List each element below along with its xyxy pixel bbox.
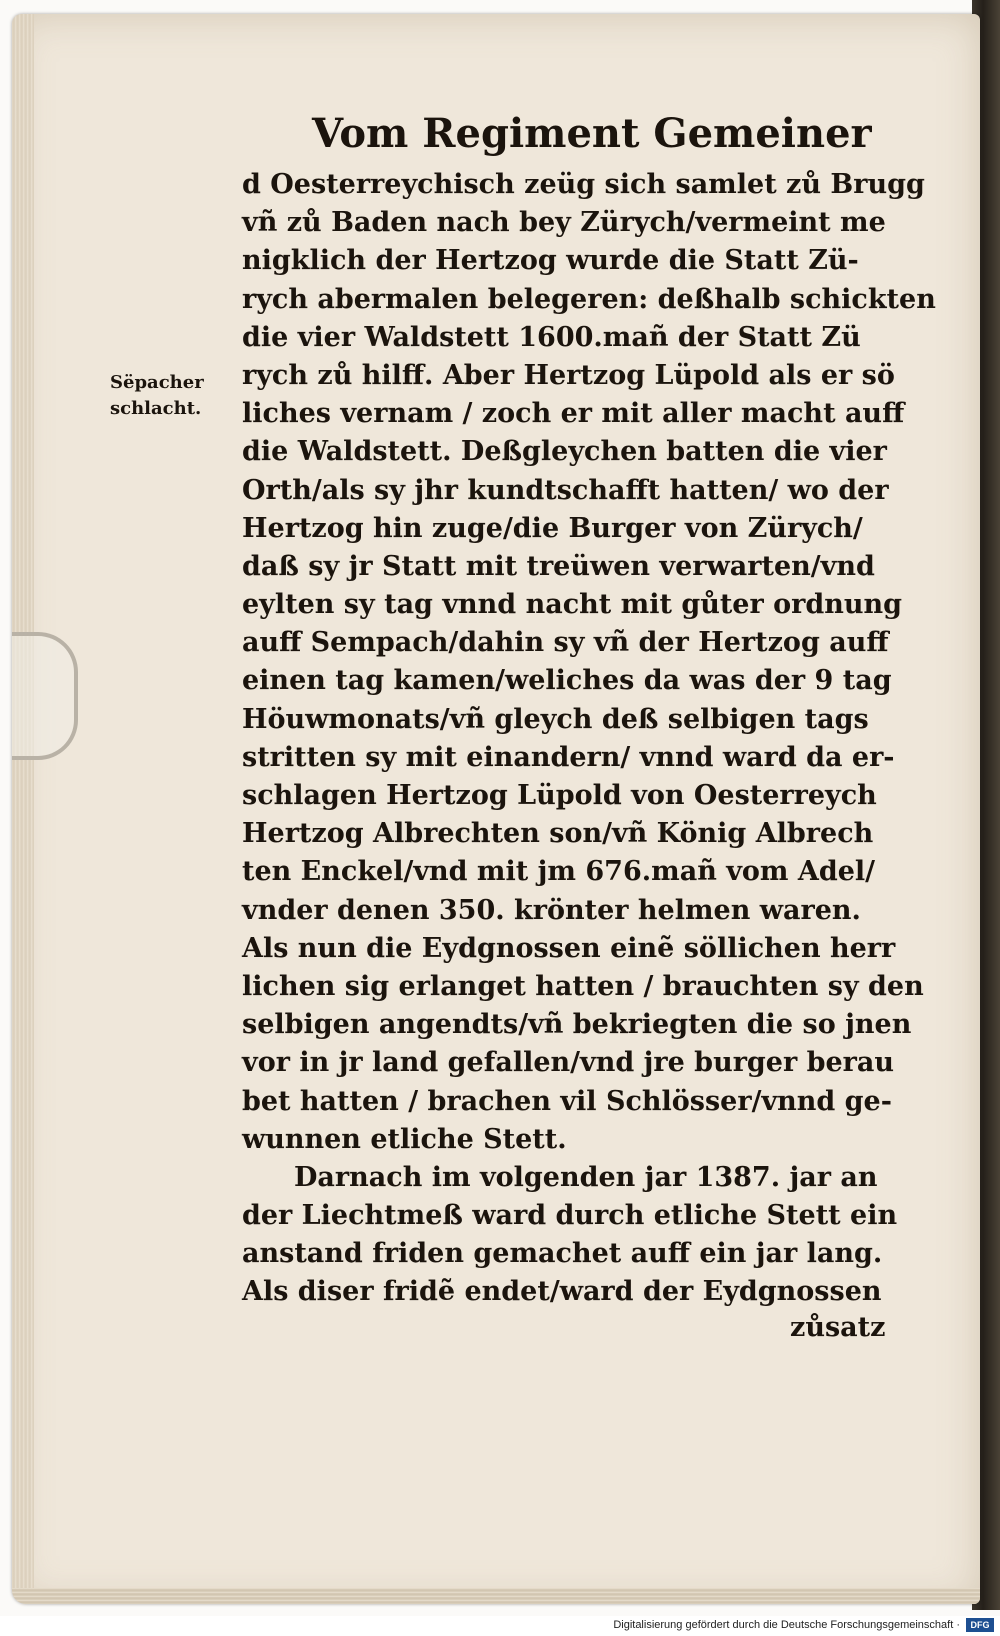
page-clip: [12, 632, 78, 760]
text-line: Darnach im volgenden jar 1387. jar an: [294, 1161, 878, 1193]
dfg-logo: DFG: [966, 1618, 994, 1632]
page-stack-edge-bottom: [12, 1588, 980, 1604]
funding-credit: Digitalisierung gefördert durch die Deutsche Forschungsgemeinschaft ·: [613, 1619, 960, 1631]
text-line: anstand friden gemachet auff ein jar lang.: [242, 1238, 883, 1270]
text-line: die vier Waldstett 1600.mañ der Statt Zü: [242, 321, 861, 353]
text-line: ten Enckel/vnd mit jm 676.mañ vom Adel/: [242, 856, 876, 888]
body-text: [242, 166, 936, 1312]
footer-bar: [0, 1616, 1000, 1636]
text-line: liches vernam / zoch er mit aller macht auff: [242, 398, 905, 430]
text-line: Hertzog hin zuge/die Burger von Zürych/: [242, 512, 863, 544]
margin-note-line: schlacht.: [110, 398, 202, 419]
text-line: nigklich der Hertzog wurde die Statt Zü-: [242, 245, 859, 277]
margin-note: [110, 370, 230, 422]
text-line: bet hatten / brachen vil Schlösser/vnnd ge-: [242, 1085, 892, 1117]
text-line: vnder denen 350. krönter helmen waren.: [242, 894, 861, 926]
text-line: selbigen angendts/vñ bekriegten die so jnen: [242, 1009, 912, 1041]
text-line: die Waldstett. Deßgleychen batten die vier: [242, 436, 887, 468]
text-line: daß sy jr Statt mit treüwen verwarten/vnd: [242, 550, 875, 582]
text-line: eylten sy tag vnnd nacht mit gůter ordnung: [242, 589, 902, 621]
book-page: [12, 14, 980, 1604]
text-line: vor in jr land gefallen/vnd jre burger berau: [242, 1047, 895, 1079]
catchword: zůsatz: [790, 1312, 886, 1343]
text-line: vñ zů Baden nach bey Zürych/vermeint me: [242, 207, 886, 239]
text-line: Als diser fridẽ endet/ward der Eydgnossen: [242, 1276, 882, 1308]
page-stack-edge: [12, 14, 34, 1604]
text-line: Orth/als sy jhr kundtschafft hatten/ wo der: [242, 474, 889, 506]
text-line: wunnen etliche Stett.: [242, 1123, 567, 1155]
text-line: auff Sempach/dahin sy vñ der Hertzog auff: [242, 627, 889, 659]
margin-note-line: Sëpacher: [110, 372, 204, 393]
text-line: Als nun die Eydgnossen einẽ söllichen herr: [242, 932, 896, 964]
text-line: rych zů hilff. Aber Hertzog Lüpold als er sö: [242, 359, 895, 391]
running-heading: Vom Regiment Gemeiner: [312, 110, 872, 157]
text-line: lichen sig erlanget hatten / brauchten sy den: [242, 970, 924, 1002]
text-line: d Oesterreychisch zeüg sich samlet zů Brugg: [242, 169, 925, 200]
text-line: der Liechtmeß ward durch etliche Stett ein: [242, 1200, 898, 1232]
text-line: rych abermalen belegeren: deßhalb schickten: [242, 283, 936, 315]
text-line: Höuwmonats/vñ gleych deß selbigen tags: [242, 703, 869, 735]
text-line: stritten sy mit einandern/ vnnd ward da er-: [242, 741, 895, 773]
text-line: Hertzog Albrechten son/vñ König Albrech: [242, 818, 874, 850]
text-line: schlagen Hertzog Lüpold von Oesterreych: [242, 780, 877, 811]
text-line: einen tag kamen/weliches da was der 9 tag: [242, 665, 892, 697]
